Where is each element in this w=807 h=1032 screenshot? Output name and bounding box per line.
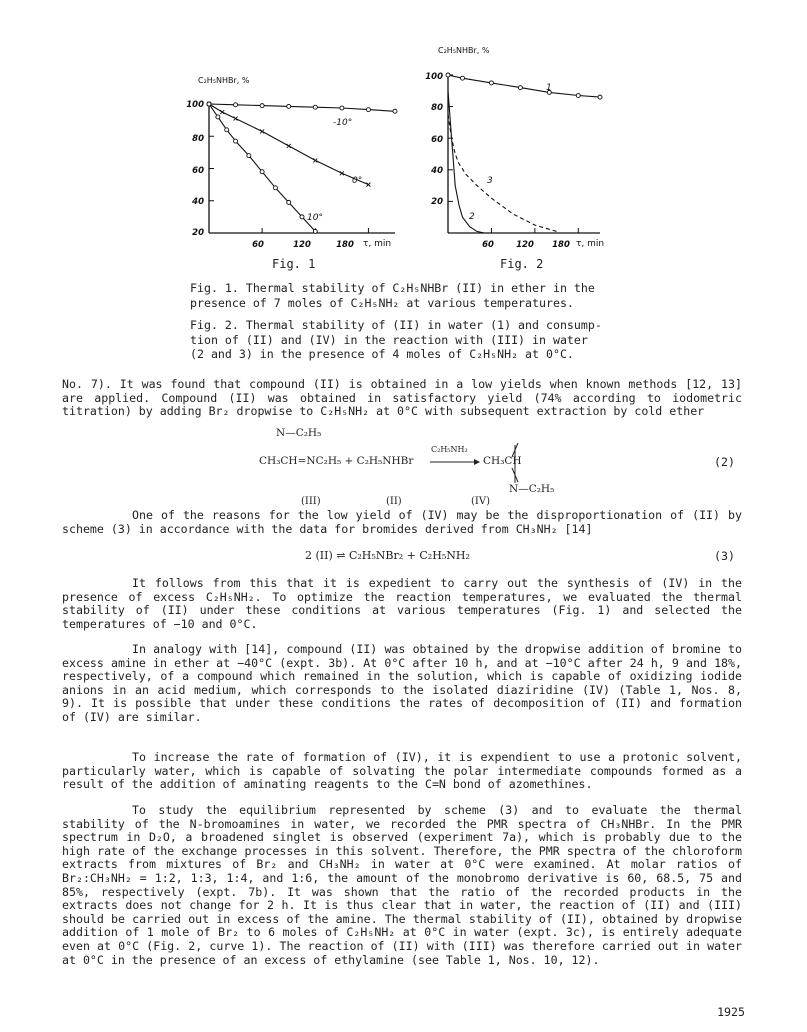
eq2-label-ii: (II) — [386, 496, 402, 507]
fig2-ylabel: C₂H₅NHBr, % — [438, 46, 490, 55]
paragraph-1: No. 7). It was found that compound (II) is obtained in a low yields when known methods [12, 13] are applied. Compound (II) was obtained in satisfactory yield (74% according to iodometric titration) by adding Br₂ dropwise to C₂H₅NH₂ at 0°C with subsequent extraction by cold ether — [62, 377, 742, 419]
fig2-ytick: 100 — [425, 72, 443, 82]
fig1-curve-label: -10° — [333, 118, 353, 128]
paragraph-5: To increase the rate of formation of (IV), it is expendient to use a protonic solvent, particularly water, which is capable of solvating the polar intermediate compounds formed as a result of the addition of aminating reagents to the C=N bond of azomethines. — [62, 750, 742, 792]
fig1-xtick: 180 — [336, 240, 354, 250]
fig2-xtick: 120 — [516, 240, 534, 250]
fig2-number: Fig. 2 — [500, 257, 544, 271]
fig1-ytick: 20 — [192, 228, 204, 238]
eq2-n-top: N—C₂H₅ — [276, 427, 322, 439]
fig1-xtick: 60 — [252, 240, 264, 250]
fig1-ytick: 100 — [186, 100, 204, 110]
fig1-xunit: τ, min — [363, 239, 392, 249]
eq2-arrow-label: C₂H₅NH₂ — [431, 445, 468, 454]
fig1-ytick: 40 — [192, 197, 204, 207]
eq2-product: CH₃CH — [483, 455, 522, 467]
eq2-label-iv: (IV) — [471, 496, 490, 507]
fig1-ylabel: C₂H₅NHBr, % — [198, 76, 250, 85]
paragraph-3: It follows from this that it is expedient to carry out the synthesis of (IV) in the presence of excess C₂H₅NH₂. To optimize the reaction temperatures, we evaluated the thermal stability of (II) under these conditions at various temperatures (Fig. 1) and selected the temperatures of −10 and 0°C. — [62, 576, 742, 631]
eq2-n-bottom: N—C₂H₅ — [509, 483, 555, 495]
eq2-arrow-head — [474, 459, 480, 465]
eq2-number: (2) — [714, 455, 735, 469]
fig2-ytick: 40 — [431, 166, 443, 176]
fig2-curve-label: 1 — [546, 83, 552, 93]
fig2-xunit: τ, min — [576, 239, 605, 249]
fig2-caption-line: Fig. 2. Thermal stability of (II) in water (1) and consump- — [190, 318, 602, 332]
eq2-lhs: CH₃CH=NC₂H₅ + C₂H₅NHBr — [259, 455, 414, 467]
fig2-xtick: 60 — [482, 240, 494, 250]
fig1-caption-line: presence of 7 moles of C₂H₅NH₂ at various temperatures. — [190, 295, 574, 310]
fig2-xtick: 180 — [552, 240, 570, 250]
paragraph-2: One of the reasons for the low yield of (IV) may be the disproportionation of (II) by scheme (3) in accordance with the data for bromides derived from CH₃NH₂ [14] — [62, 508, 742, 536]
paragraph-6: To study the equilibrium represented by scheme (3) and to evaluate the thermal stability of the N-bromoamines in water, we recorded the PMR spectra of CH₃NHBr. In the PMR spectrum in D₂O, a broadened singlet is observed (experiment 7a), which is probably due to the high rate of the exchange processes in this solvent. Therefore, the PMR spectra of the chloroform extracts from mixtures of Br₂ and CH₃NH₂ in water at 0°C were examined. At molar ratios of Br₂:CH₃NH₂ = 1:2, 1:3, 1:4, and 1:6, the amount of the monobromo derivative is 60, 68.5, 75 and 85%, respectively (expt. 7b). It was shown that the ratio of the recorded products in the extracts does not change for 2 h. It is thus clear that in water, the reaction of (II) and (III) should be carried out in excess of the amine. The thermal stability of (II), obtained by dropwise addition of 1 mole of Br₂ to 6 moles of C₂H₅NH₂ at 0°C in water (expt. 3c), is entirely adequate even at 0°C (Fig. 2, curve 1). The reaction of (II) with (III) was therefore carried out in water at 0°C in the presence of an excess of ethylamine (see Table 1, Nos. 10, 12). — [62, 803, 742, 967]
fig1-xtick: 120 — [293, 240, 311, 250]
paragraph-4: In analogy with [14], compound (II) was obtained by the dropwise addition of bromine to excess amine in ether at −40°C (expt. 3b). At 0°C after 10 h, and at −10°C after 24 h, 9 and 18%, respectively, of a compound which remained in the solution, which is capable of oxidizing iodide anions in an acid medium, which corresponds to the isolated diaziridine (IV) (Table 1, Nos. 8, 9). It is possible that under these conditions the rates of decomposition of (II) and formation of (IV) are similar. — [62, 642, 742, 724]
fig2-ytick: 80 — [431, 103, 443, 113]
equation-3: 2 (II) ⇌ C₂H₅NBr₂ + C₂H₅NH₂ — [305, 549, 470, 562]
fig2-ytick: 20 — [431, 197, 443, 207]
fig2-caption-line: (2 and 3) in the presence of 4 moles of C₂H₅NH₂ at 0°C. — [190, 347, 574, 361]
page-number: 1925 — [717, 1005, 745, 1019]
fig1-curve-label: 0° — [352, 176, 363, 186]
eq3-number: (3) — [714, 549, 735, 563]
fig1-number: Fig. 1 — [272, 257, 316, 271]
fig1-caption-line: Fig. 1. Thermal stability of C₂H₅NHBr (II) in ether in the — [190, 281, 595, 295]
eq2-label-iii: (III) — [301, 496, 321, 507]
fig2-caption-line: tion of (II) and (IV) in the reaction with (III) in water — [190, 332, 588, 347]
fig1-ytick: 80 — [192, 134, 204, 144]
fig2-curve-label: 2 — [469, 212, 475, 222]
fig1-ytick: 60 — [192, 166, 204, 176]
fig2-curve-label: 3 — [487, 176, 493, 186]
fig1-curve-label: 10° — [307, 213, 323, 223]
fig2-ytick: 60 — [431, 135, 443, 145]
